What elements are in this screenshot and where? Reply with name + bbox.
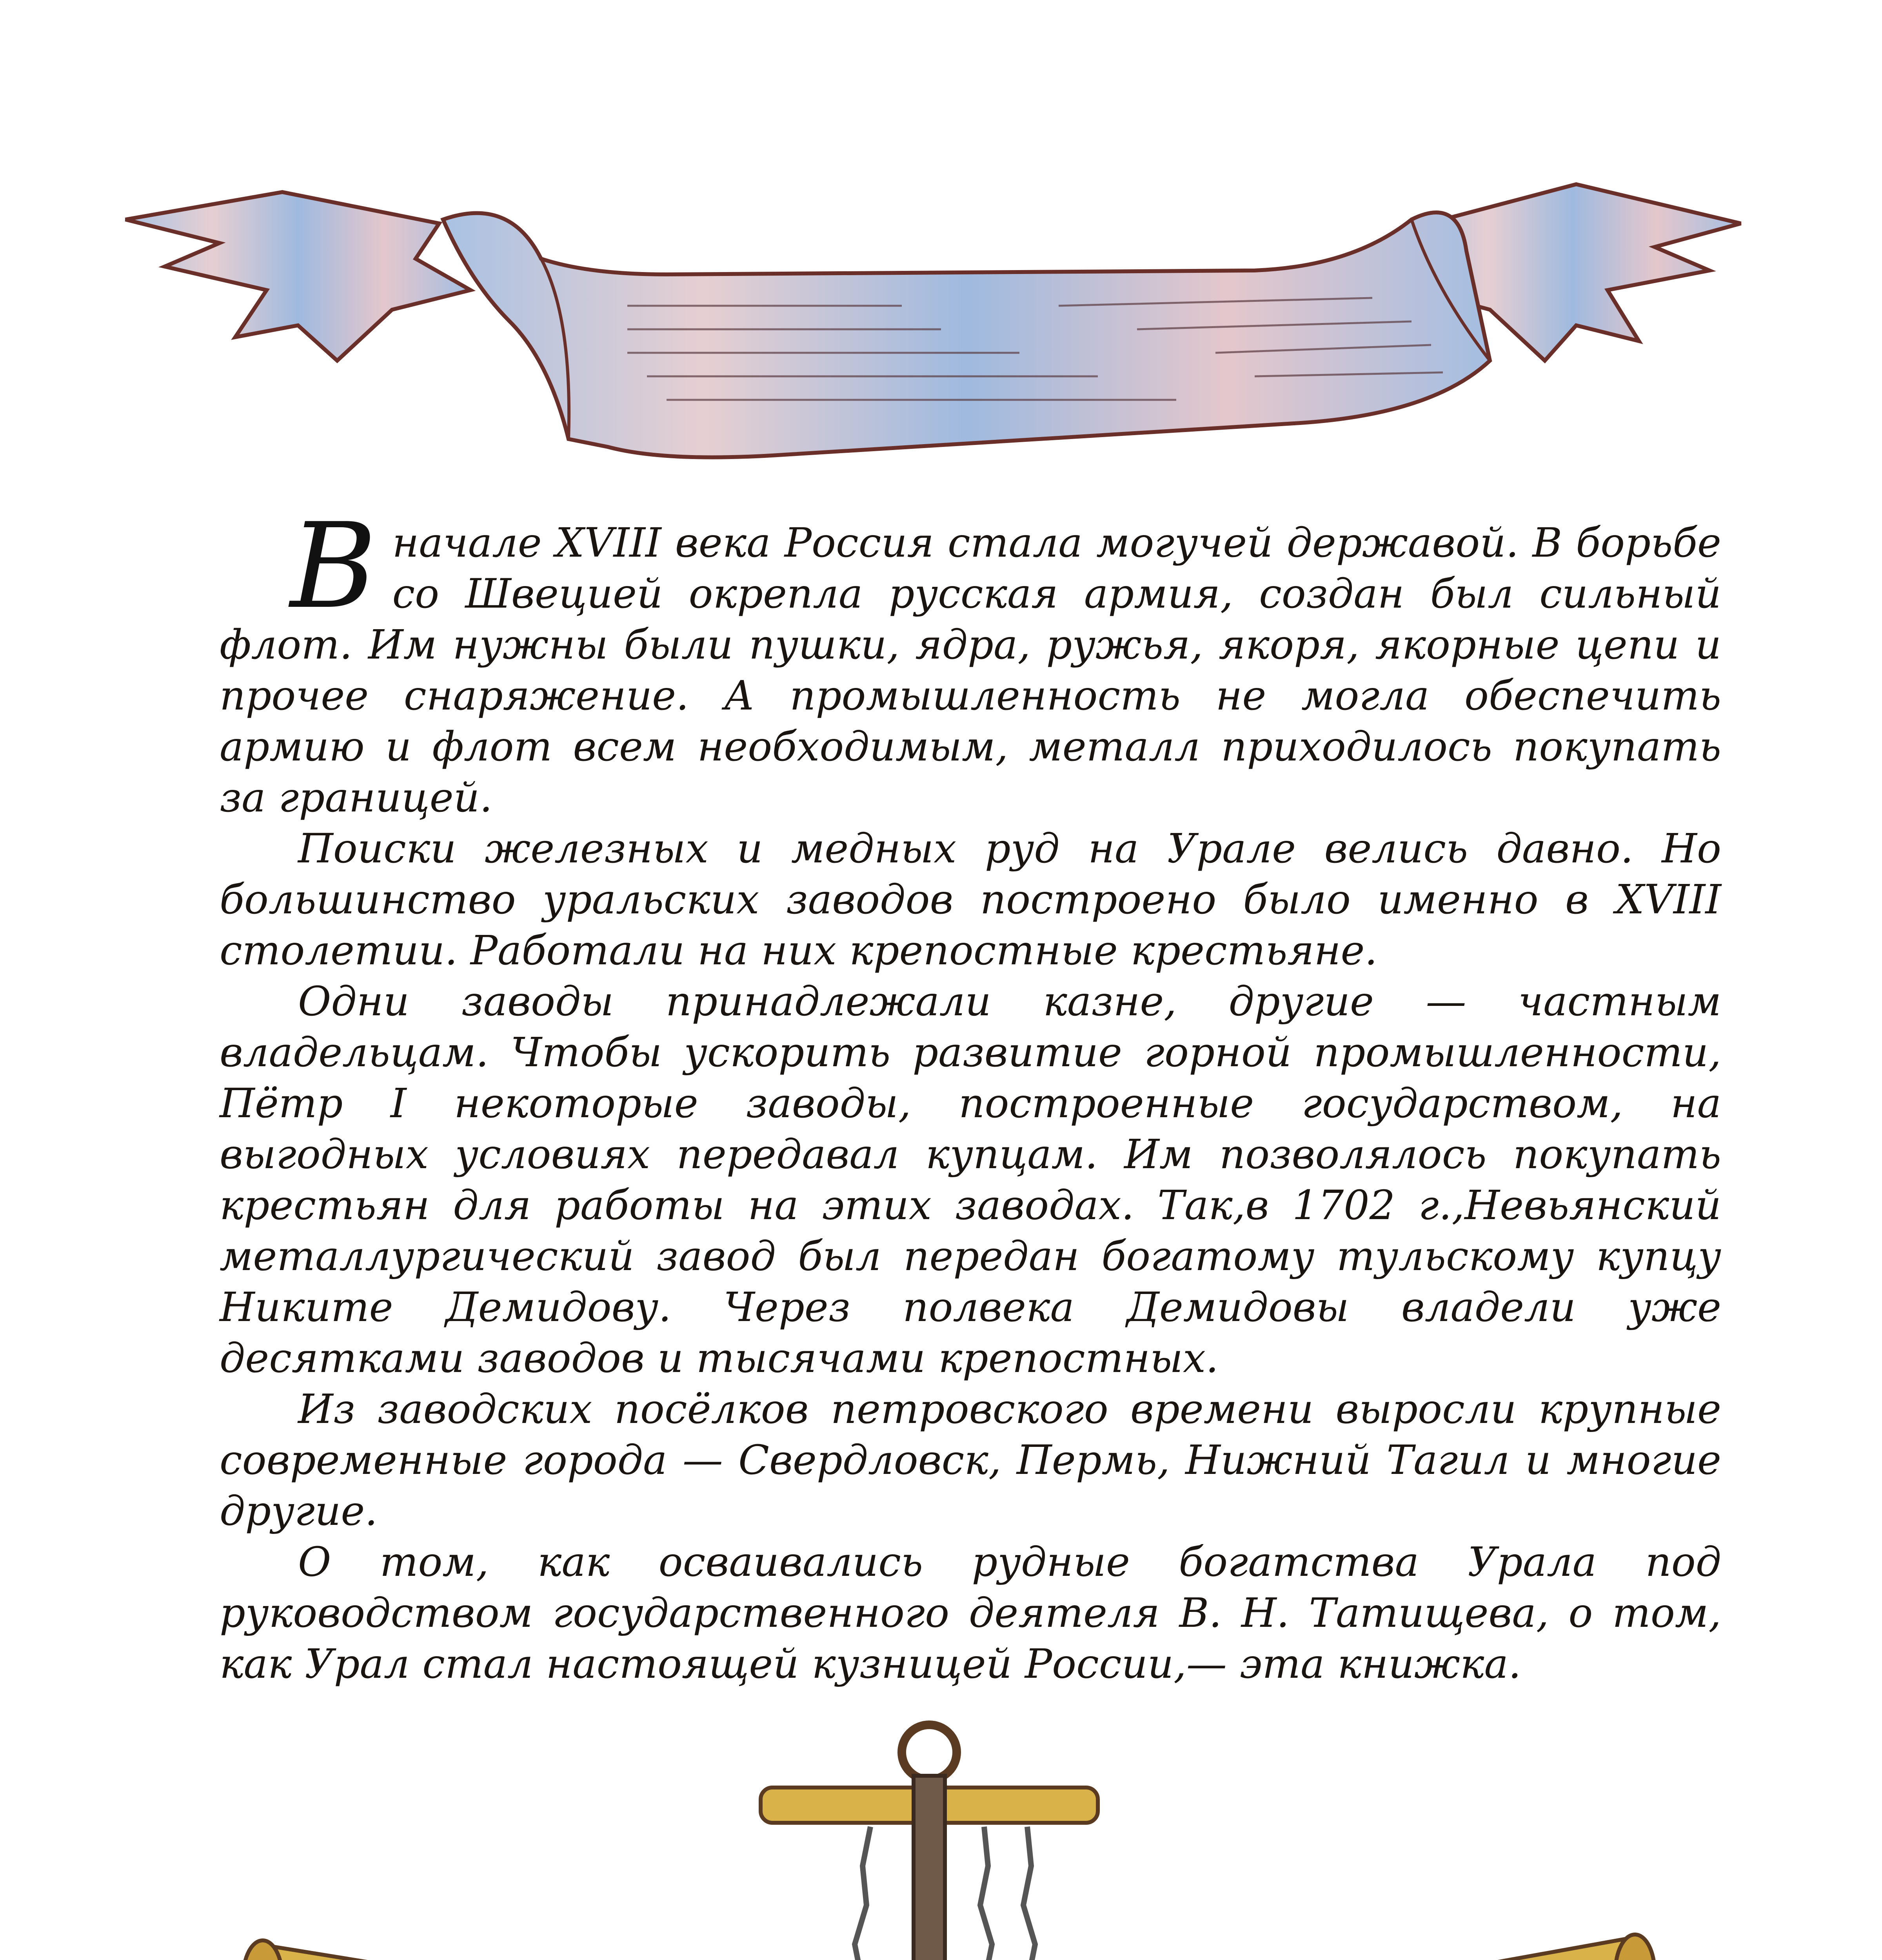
anchor-ring — [902, 1725, 957, 1780]
drop-cap: В — [290, 498, 377, 635]
ribbon-left-tail — [125, 192, 470, 361]
intro-text — [220, 498, 1721, 1690]
right-cannon-barrel — [1200, 1936, 1639, 1960]
paragraph-5: О том, как осваивались рудные богатства Урала под руководством государственного деятеля В. Н. Татищева, о том, как Урал стал настоящей кузницей России,— эта книжка. — [220, 1539, 1721, 1688]
cannons-anchor-illustration — [204, 1709, 1694, 1960]
paragraph-3: Одни заводы принадлежали казне, другие — частным владельцам. Чтобы ускорить развитие горной промышленности, Пётр I некоторые заводы, построенные государством, на выгодных условиях передавал купцам. Им позволялось покупать крестьян для работы на этих заводах. Так,в 1702 г.,Невьянский металлургический завод был передан богатому тульскому купцу Никите Демидову. Через полвека Демидовы владели уже десятками заводов и тысячами крепостных. — [220, 978, 1721, 1382]
anchor-shank — [914, 1776, 945, 1960]
ribbon-main-band — [443, 212, 1490, 457]
paragraph-2: Поиски железных и медных руд на Урале велись давно. Но большинство уральских заводов построено было именно в XVIII столетии. Работали на них крепостные крестьяне. — [220, 825, 1721, 974]
paragraph-4: Из заводских посёлков петровского времени выросли крупные современные города — Свердловск, Пермь, Нижний Тагил и многие другие. — [220, 1386, 1721, 1535]
ribbon-banner-illustration — [118, 141, 1749, 478]
left-cannon-barrel — [259, 1944, 698, 1960]
paragraph-1-text: начале XVIII века Россия стала могучей державой. В борьбе со Швецией окрепла русская армия, создан был сильный флот. Им нужны были пушки, ядра, ружья, якоря, якорные цепи и прочее снаряжение. А промышленность не могла обеспечить армию и флот всем необходимым, металл приходилось покупать за границей. — [220, 519, 1721, 821]
paragraph-1 — [220, 498, 1721, 823]
